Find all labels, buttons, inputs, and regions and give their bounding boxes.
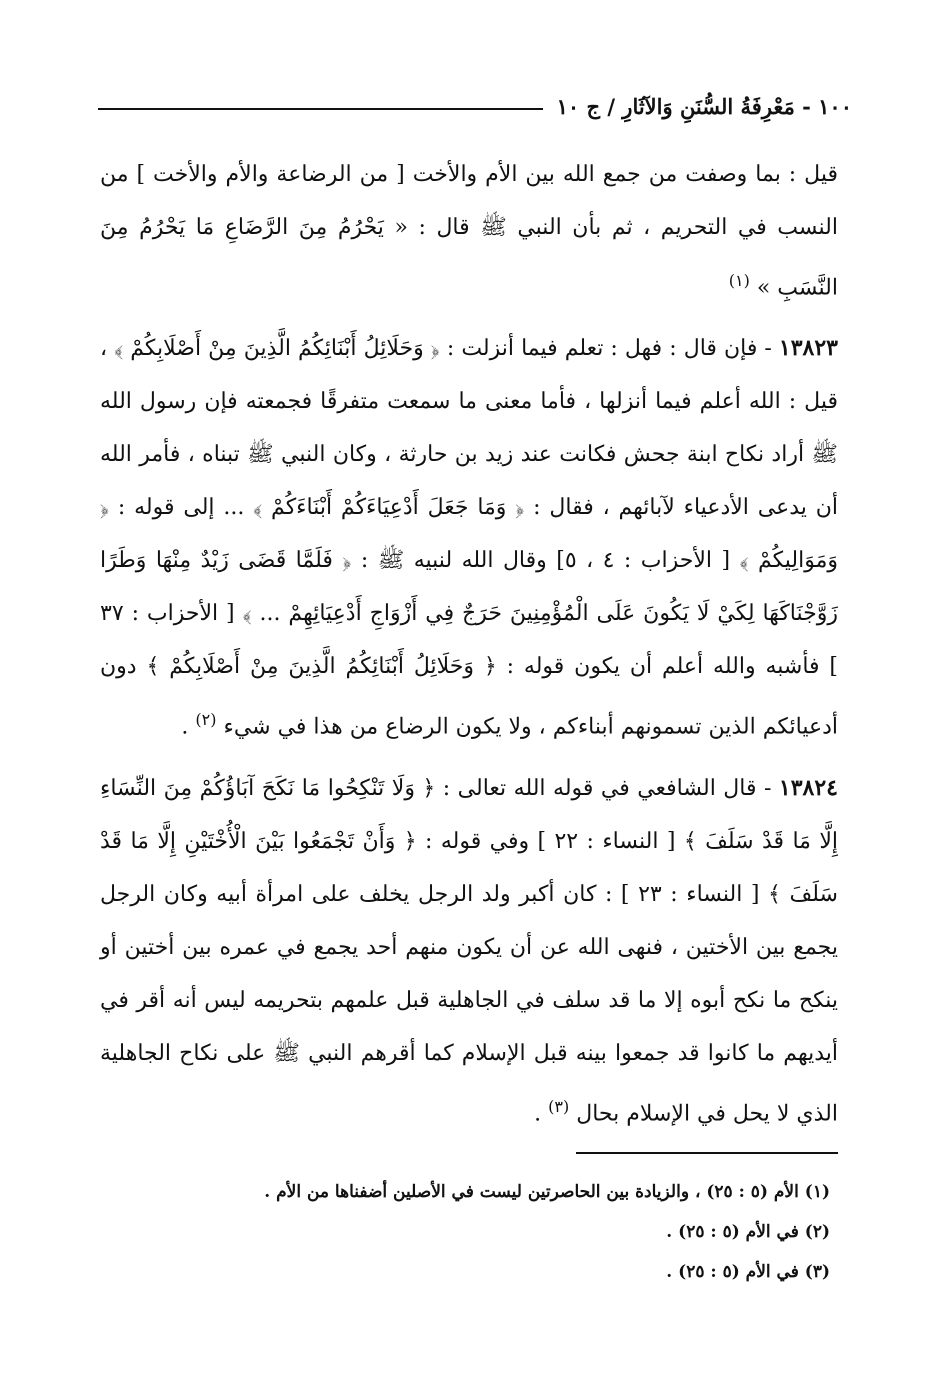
paragraph-end: . [181,714,196,740]
footnotes [100,1172,830,1292]
footnote-ref-1: (١) [728,271,750,290]
header-rule [98,108,543,110]
footnote-separator [576,1152,838,1154]
paragraph-13823 [100,322,838,753]
paragraph-13824 [100,762,838,1140]
footnote-ref-3: (٣) [548,1096,570,1116]
paragraph-text: - قال الشافعي في قوله الله تعالى : ﴿ وَلَا تَنْكِحُوا مَا نَكَحَ آبَاؤُكُمْ مِنَ النِّسَاءِ إِلَّا مَا قَدْ سَلَفَ ﴾ [ النساء : ٢٢ ] وفي قوله : ﴿ وَأَنْ تَجْمَعُوا بَيْنَ الْأُخْتَيْنِ إِلَّا مَا قَدْ سَلَفَ ﴾ [ النساء : ٢٣ ] : كان أكبر ولد الرجل يخلف على امرأة أبيه وكان الرجل يجمع بين الأختين ، فنهى الله عن أن يكون منهم أحد يجمع في عمره بين أختين أو ينكح ما نكح أبوه إلا ما قد سلف في الجاهلية قبل علمهم بتحريمه ليس أنه أقر في أيديهم ما كانوا قد جمعوا بينه قبل الإسلام كما أقرهم النبي ﷺ على نكاح الجاهلية الذي لا يحل في الإسلام بحال [100,775,838,1126]
footnote-3: (٣) في الأم (٥ : ٢٥) . [666,1262,830,1282]
paragraph-number: ١٣٨٢٣ [778,335,838,362]
footnote-ref-2: (٢) [195,710,217,730]
main-text [100,148,838,1140]
footnote-2: (٢) في الأم (٥ : ٢٥) . [666,1222,830,1242]
running-title: ١٠٠ - مَعْرِفَةُ السُّنَنِ وَالآثَارِ / ج ١٠ [556,93,852,119]
running-header [98,86,852,126]
paragraph-text: - فإن قال : فهل : تعلم فيما أنزلت : ﴿ وَحَلَائِلُ أَبْنَائِكُمُ الَّذِينَ مِنْ أَصْلَابِكُمْ ﴾ ، قيل : الله أعلم فيما أنزلها ، فأما معنى ما سمعت متفرقًا فجمعته فإن رسول الله ﷺ أراد نكاح ابنة جحش فكانت عند زيد بن حارثة ، وكان النبي ﷺ تبناه ، فأمر الله أن يدعى الأدعياء لآبائهم ، فقال : ﴿ وَمَا جَعَلَ أَدْعِيَاءَكُمْ أَبْنَاءَكُمْ ﴾ ... إلى قوله : ﴿ وَمَوَالِيكُمْ ﴾ [ الأحزاب : ٤ ، ٥] وقال الله لنبيه ﷺ : ﴿ فَلَمَّا قَضَى زَيْدٌ مِنْهَا وَطَرًا زَوَّجْنَاكَهَا لِكَيْ لَا يَكُونَ عَلَى الْمُؤْمِنِينَ حَرَجٌ فِي أَزْوَاجِ أَدْعِيَائِهِمْ ... ﴾ [ الأحزاب : ٣٧ ] فأشبه والله أعلم أن يكون قوله : ﴿ وَحَلَائِلُ أَبْنَائِكُمُ الَّذِينَ مِنْ أَصْلَابِكُمْ ﴾ دون أدعيائكم الذين تسمونهم أبناءكم ، ولا يكون الرضاع من هذا في شيء [100,336,839,740]
paragraph-end: . [534,1100,549,1126]
intro-paragraph [100,148,838,314]
intro-text: قيل : بما وصفت من جمع الله بين الأم والأخت [ من الرضاعة والأم والأخت ] من النسب في التحريم ، ثم بأن النبي ﷺ قال : « يَحْرُمُ مِنَ الرَّضَاعِ مَا يَحْرُمُ مِنَ النَّسَبِ » [100,162,838,301]
footnote-1: (١) الأم (٥ : ٢٥) ، والزيادة بين الحاصرتين ليست في الأصلين أضفناها من الأم . [264,1182,830,1202]
paragraph-number: ١٣٨٢٤ [778,774,838,801]
